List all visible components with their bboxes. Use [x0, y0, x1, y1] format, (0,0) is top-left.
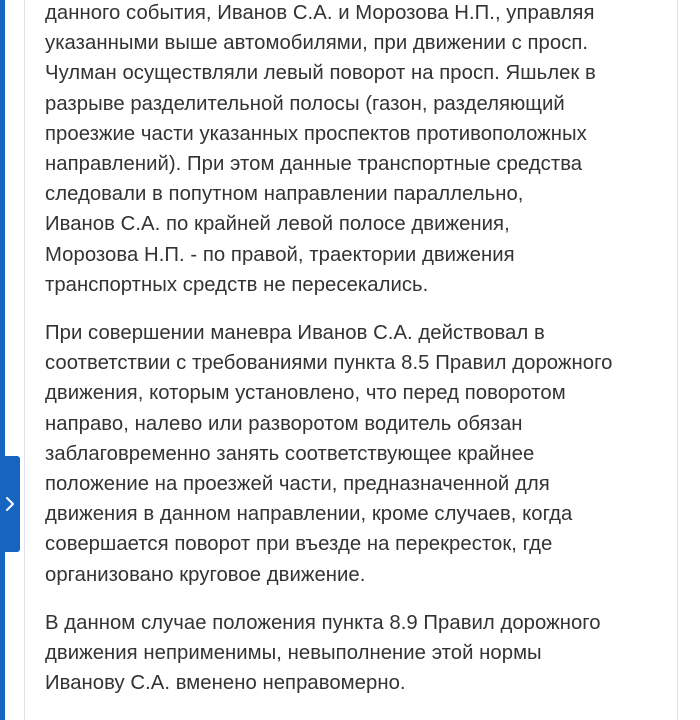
article-body	[45, 0, 655, 716]
sidebar-toggle-button[interactable]	[0, 456, 20, 552]
article-paragraph: При совершении маневра Иванов С.А. действовал в соответствии с требованиями пункта 8.5 Правил дорожного движения, которым установлено, что перед поворотом направо, налево или разворотом водитель обязан заблаговременно занять соответствующее крайнее положение на проезжей части, предназначенной для движения в данном направлении, кроме случаев, когда совершается поворот при въезде на перекресток, где организовано круговое движение.	[45, 322, 613, 586]
article-paragraph: данного события, Иванов С.А. и Морозова Н.П., управляя указанными выше автомобилями, при движении с просп. Чулман осуществляли левый поворот на просп. Яшьлек в разрыве разделительной полосы (газон, разделяющий проезжие части указанных проспектов противоположных направлений). При этом данные транспортные средства следовали в попутном направлении параллельно, Иванов С.А. по крайней левой полосе движения, Морозова Н.П. - по правой, траектории движения транспортных средств не пересекались.	[45, 2, 596, 296]
article-paragraph: В данном случае положения пункта 8.9 Правил дорожного движения неприменимы, невыполнение этой нормы Иванову С.А. вменено неправомерно.	[45, 611, 601, 695]
left-accent-rail	[0, 0, 5, 720]
chevron-right-icon	[5, 496, 15, 512]
